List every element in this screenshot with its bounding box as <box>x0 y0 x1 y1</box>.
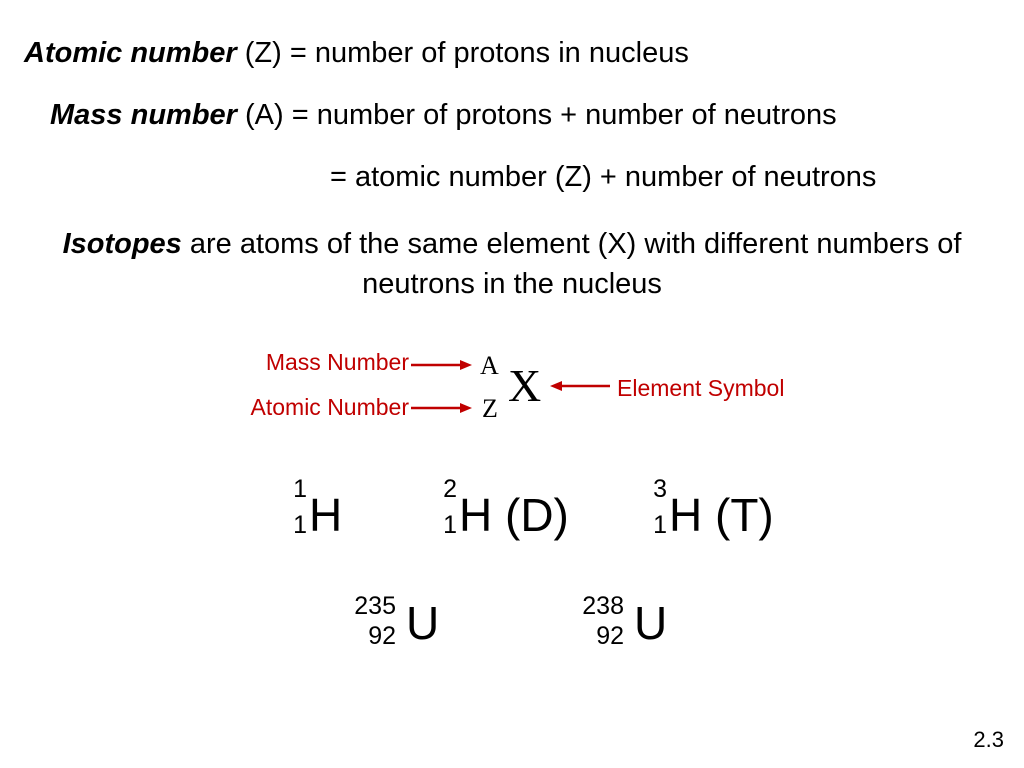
isotope-symbol: U <box>406 597 440 649</box>
mass-number-arrowhead <box>460 360 472 370</box>
atomic-number-label: Atomic Number <box>250 394 409 420</box>
isotope-symbol: H <box>309 489 343 541</box>
isotope-atomic-number: 92 <box>596 622 624 650</box>
mass-number-symbol: A <box>480 351 499 380</box>
isotope-atomic-number: 1 <box>443 511 457 539</box>
isotope-mass-number: 2 <box>443 475 457 503</box>
isotope-symbol: U <box>634 597 668 649</box>
isotopes-term: Isotopes <box>62 228 182 260</box>
isotope-symbol: H (D) <box>459 489 569 541</box>
isotopes-text: are atoms of the same element (X) with different numbers of neutrons in the nucleus <box>181 228 962 300</box>
isotope-atomic-number: 1 <box>293 511 307 539</box>
atomic-number-symbol: Z <box>482 394 498 423</box>
mass-number-text: (A) = number of protons + number of neutrons <box>236 99 837 131</box>
isotope-mass-number: 3 <box>653 475 667 503</box>
slide-number: 2.3 <box>973 727 1004 752</box>
isotope-atomic-number: 1 <box>653 511 667 539</box>
isotope-mass-number: 235 <box>354 592 396 620</box>
isotope-mass-number: 1 <box>293 475 307 503</box>
atomic-number-arrowhead <box>460 403 472 413</box>
element-symbol-arrowhead <box>550 381 562 391</box>
mass-number-term: Mass number <box>50 99 237 131</box>
atomic-number-term: Atomic number <box>24 37 237 69</box>
isotope-atomic-number: 92 <box>368 622 396 650</box>
isotope-mass-number: 238 <box>582 592 624 620</box>
isotope-symbol: H (T) <box>669 489 774 541</box>
mass-number-continued: = atomic number (Z) + number of neutrons <box>330 161 877 193</box>
mass-number-label: Mass Number <box>265 349 409 375</box>
atomic-number-text: (Z) = number of protons in nucleus <box>236 37 689 69</box>
element-symbol-label: Element Symbol <box>617 375 785 401</box>
element-symbol: X <box>508 360 542 411</box>
